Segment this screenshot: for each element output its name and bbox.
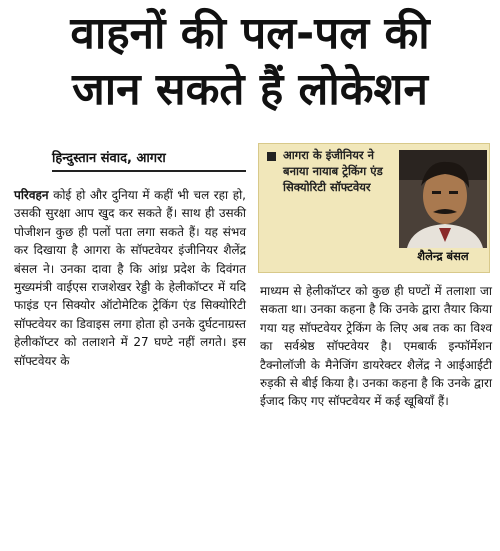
- right-paragraph: माध्यम से हेलीकॉप्टर को कुछ ही घण्टों में तलाशा जा सकता था। उनका कहना है कि उनके द्वारा तैयार किया गया यह सॉफ्टवेयर ट्रेकिंग के लिए अब तक का विश्व का सर्वश्रेष्ठ सॉफ्टवेयर है। एमबार्क इन्फॉर्मेशन टैक्नोलॉजी के मैनेजिंग डायरेक्टर शैलेंद्र ने आईआईटी रुड़की से बीई किया है। उनका कहना है कि उनके द्वारा ईजाद किए गए सॉफ्टवेयर में कई खूबियाँ हैं।: [260, 284, 492, 409]
- lead-word: परिवहन: [14, 188, 49, 202]
- left-paragraph: [14, 186, 246, 370]
- byline-divider: [52, 170, 246, 172]
- portrait-photo: [399, 150, 487, 248]
- photo-caption: शैलेन्द्र बंसल: [417, 249, 469, 263]
- article-column-left: [14, 186, 246, 370]
- info-box-text: आगरा के इंजीनियर ने बनाया नायाब ट्रेकिंग एंड सिक्योरिटी सॉफ्टवेयर: [283, 148, 383, 194]
- portrait-image: [399, 150, 487, 248]
- square-bullet-icon: [267, 152, 276, 161]
- left-column-text: कोई हो और दुनिया में कहीं भी चल रहा हो, उसकी सुरक्षा आप खुद कर सकते हैं। साथ ही उसकी पोजीशन कुछ ही पलों पता लगा सकते हैं। यह संभव कर दिखाया है आगरा के सॉफ्टवेयर इंजीनियर शैलेंद्र बंसल ने। उनका दावा है कि आंध्र प्रदेश के दिवंगत मुख्यमंत्री वाईएस राजशेखर रेड्डी के हेलीकॉप्टर में यदि फाइंड एन सिक्योर ऑटोमेटिक ट्रेकिंग एंड सिक्योरिटी सॉफ्टवेयर का डिवाइस लगा होता हो उनके दुर्घटनाग्रस्त हेलीकॉप्टर को तलाशने में 27 घण्टे नहीं लगते। इस सॉफ्टवेयर के: [14, 188, 246, 368]
- headline-line-2: जान सकते हैं लोकेशन: [72, 64, 428, 115]
- info-box: [258, 143, 490, 273]
- byline: हिन्दुस्तान संवाद, आगरा: [52, 151, 166, 166]
- headline: [0, 6, 500, 118]
- headline-line-1: वाहनों की पल-पल की: [70, 8, 430, 59]
- article-column-right: [260, 282, 492, 411]
